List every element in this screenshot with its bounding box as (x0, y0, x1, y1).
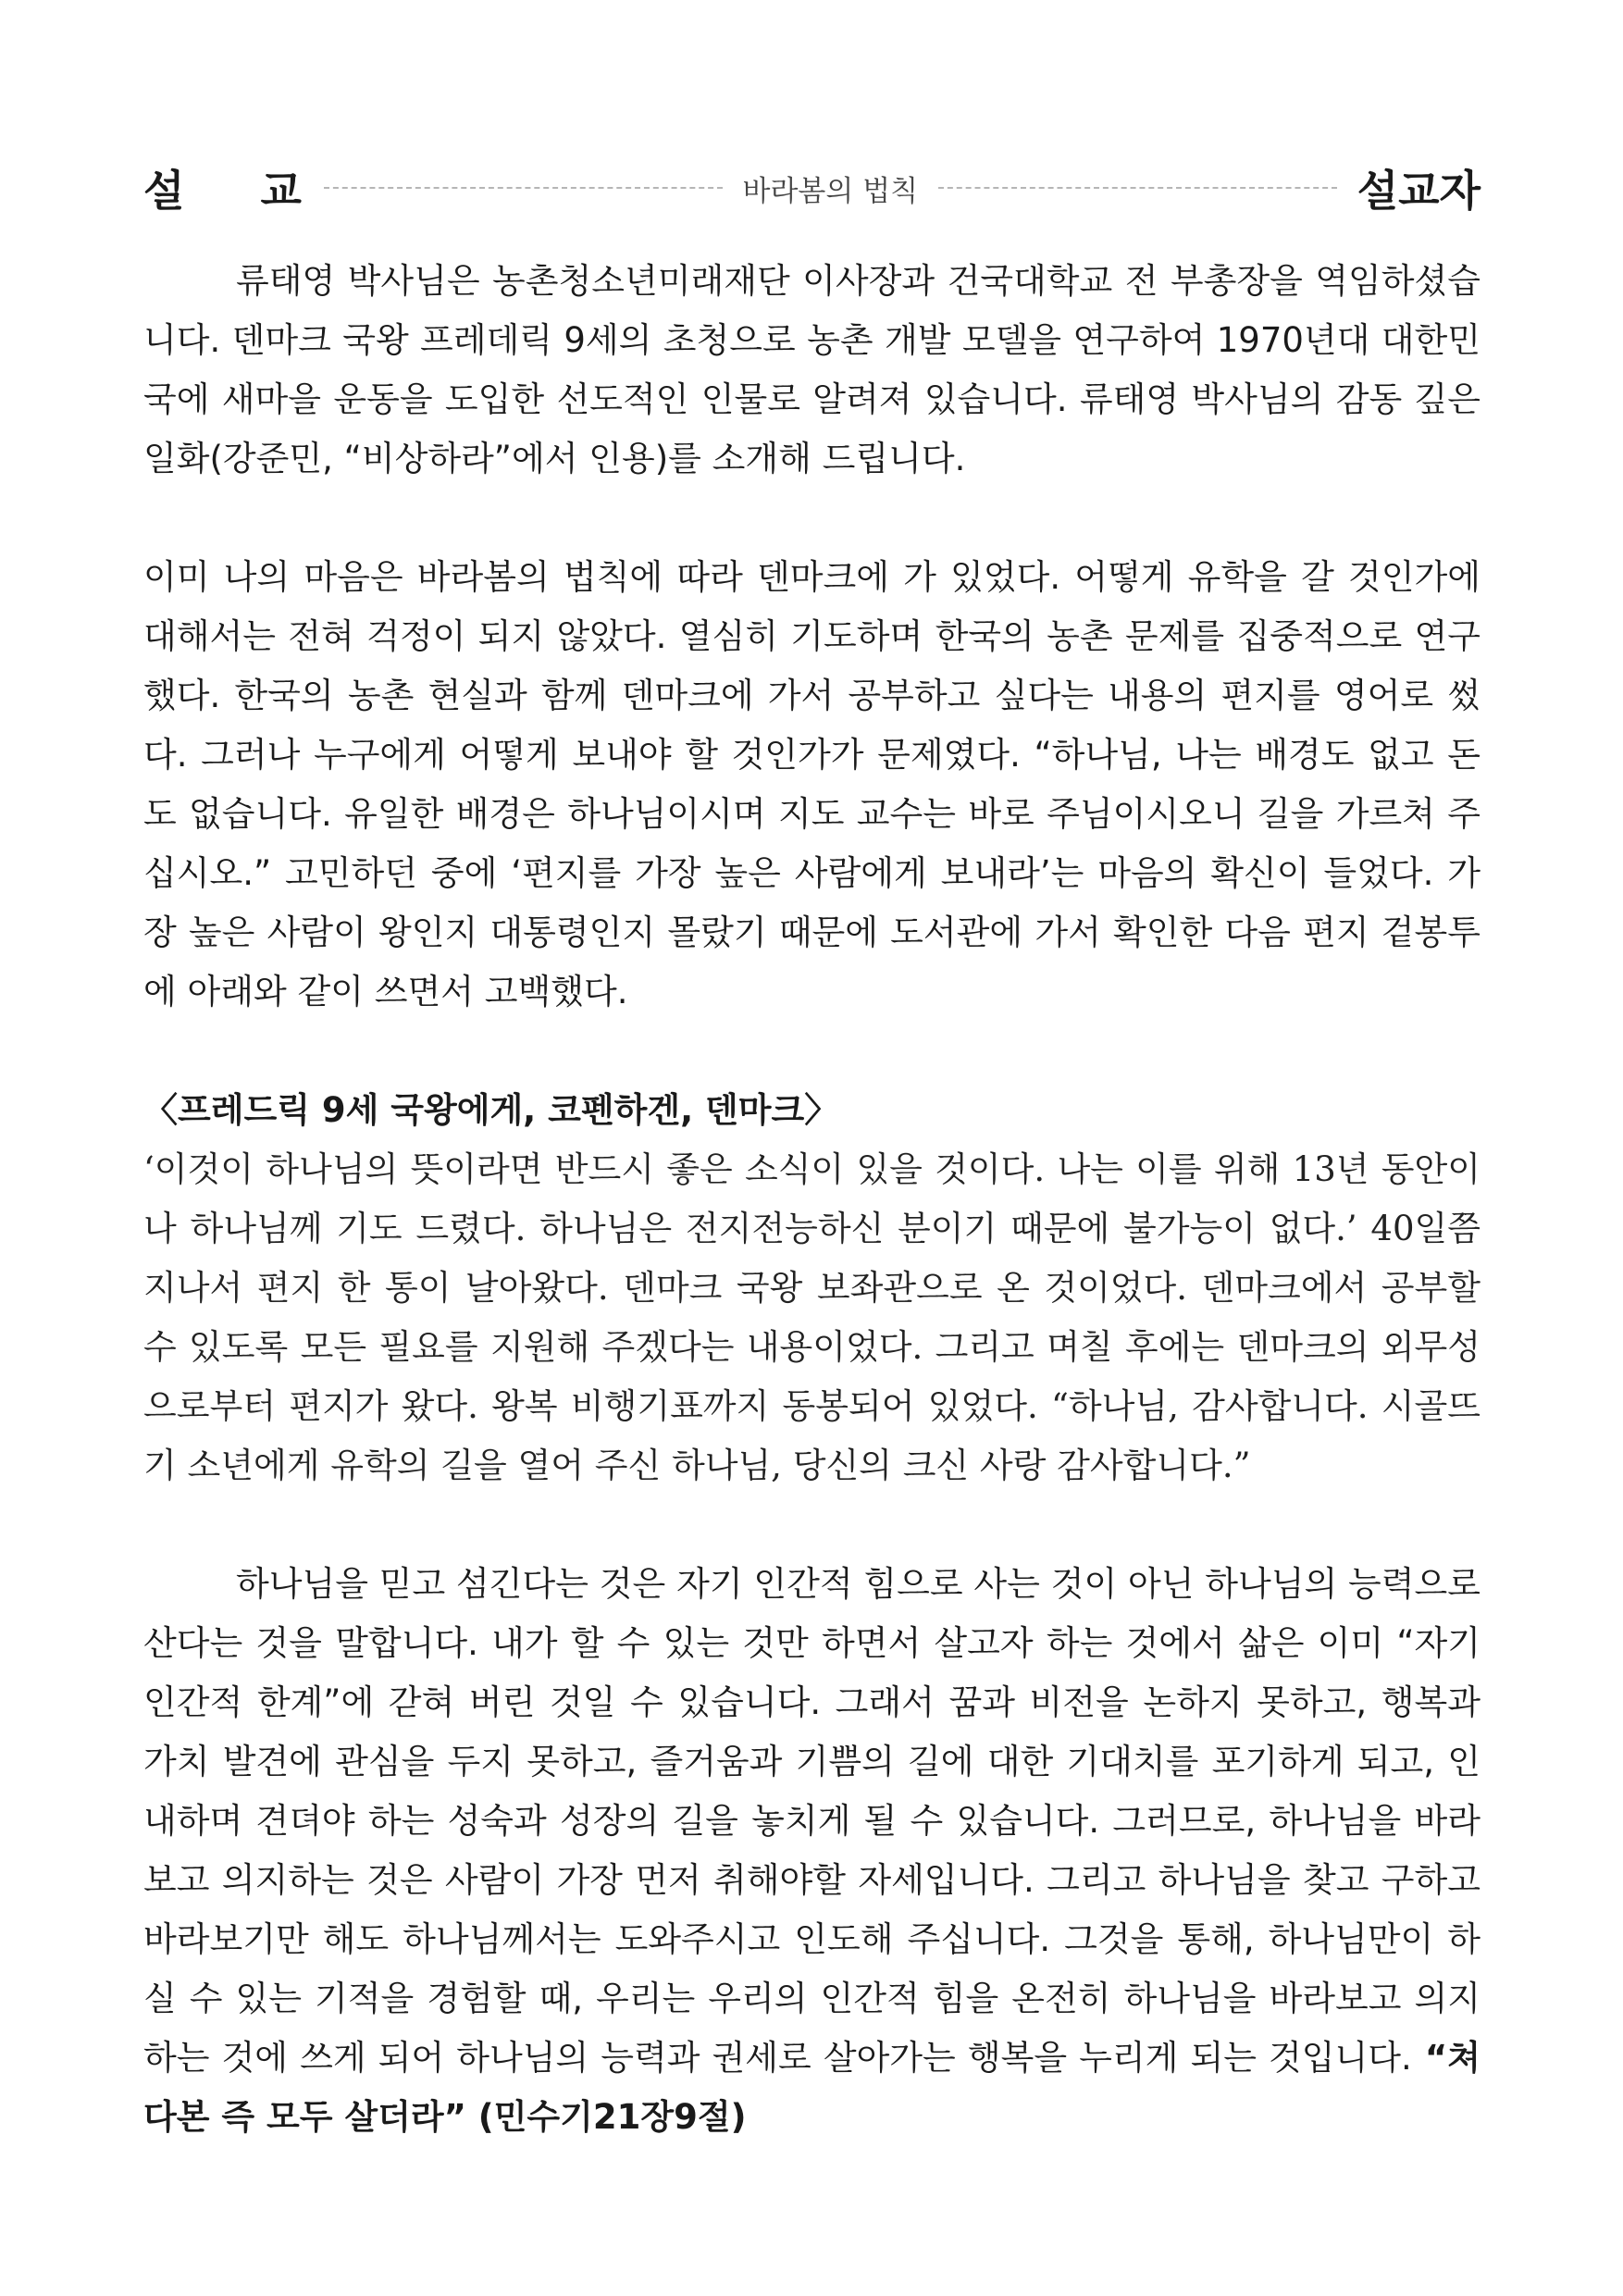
section-title: 설 교 (143, 166, 304, 216)
paragraph-gap (143, 489, 1481, 548)
sermon-paragraph (143, 1555, 1481, 2147)
letter-title: 〈프레드릭 9세 국왕에게, 코펜하겐, 덴마크〉 (143, 1090, 839, 1130)
paragraph-gap (143, 1022, 1481, 1081)
letter-paragraph: ‘이것이 하나님의 뜻이라면 반드시 좋은 소식이 있을 것이다. 나는 이를 위해 13년 동안이나 하나님께 기도 드렸다. 하나님은 전지전능하신 분이기 때문에 불가능이 없다.’ 40일쯤 지나서 편지 한 통이 날아왔다. 덴마크 국왕 보좌관으로 온 것이었다. 덴마크에서 공부할 수 있도록 모든 필요를 지원해 주겠다는 내용이었다. 그리고 며칠 후에는 덴마크의 외무성으로부터 편지가 왔다. 왕복 비행기표까지 동봉되어 있었다. “하나님, 감사합니다. 시골뜨기 소년에게 유학의 길을 열어 주신 하나님, 당신의 크신 사랑 감사합니다.” (143, 1149, 1481, 1485)
scripture-quote: “쳐다본 즉 모두 살더라” (민수기21장9절) (143, 2038, 1481, 2137)
intro-paragraph: 류태영 박사님은 농촌청소년미래재단 이사장과 건국대학교 전 부총장을 역임하셨습니다. 덴마크 국왕 프레데릭 9세의 초청으로 농촌 개발 모델을 연구하여 1970년대 대한민국에 새마을 운동을 도입한 선도적인 인물로 알려져 있습니다. 류태영 박사님의 감동 깊은 일화(강준민, “비상하라”에서 인용)를 소개해 드립니다. (143, 261, 1481, 478)
left-dashed-divider (324, 187, 723, 189)
sermon-title: 바라봄의 법칙 (742, 174, 919, 208)
paragraph-gap (143, 1496, 1481, 1555)
header (143, 155, 1481, 220)
story-paragraph: 이미 나의 마음은 바라봄의 법칙에 따라 덴마크에 가 있었다. 어떻게 유학을 갈 것인가에 대해서는 전혀 걱정이 되지 않았다. 열심히 기도하며 한국의 농촌 문제를 집중적으로 연구했다. 한국의 농촌 현실과 함께 덴마크에 가서 공부하고 싶다는 내용의 편지를 영어로 썼다. 그러나 누구에게 어떻게 보내야 할 것인가가 문제였다. “하나님, 나는 배경도 없고 돈도 없습니다. 유일한 배경은 하나님이시며 지도 교수는 바로 주님이시오니 길을 가르쳐 주십시오.” 고민하던 중에 ‘편지를 가장 높은 사람에게 보내라’는 마음의 확신이 들었다. 가장 높은 사람이 왕인지 대통령인지 몰랐기 때문에 도서관에 가서 확인한 다음 편지 겉봉투에 아래와 같이 쓰면서 고백했다. (143, 557, 1481, 1011)
right-dashed-divider (938, 187, 1337, 189)
preacher-label: 설교자 (1357, 166, 1481, 216)
sermon-body (143, 252, 1481, 2147)
sermon-text: 하나님을 믿고 섬긴다는 것은 자기 인간적 힘으로 사는 것이 아닌 하나님의 능력으로 산다는 것을 말합니다. 내가 할 수 있는 것만 하면서 살고자 하는 것에서 삶은 이미 “자기 인간적 한계”에 갇혀 버린 것일 수 있습니다. 그래서 꿈과 비전을 논하지 못하고, 행복과 가치 발견에 관심을 두지 못하고, 즐거움과 기쁨의 길에 대한 기대치를 포기하게 되고, 인내하며 견뎌야 하는 성숙과 성장의 길을 놓치게 될 수 있습니다. 그러므로, 하나님을 바라보고 의지하는 것은 사람이 가장 먼저 취해야할 자세입니다. 그리고 하나님을 찾고 구하고 바라보기만 해도 하나님께서는 도와주시고 인도해 주십니다. 그것을 통해, 하나님만이 하실 수 있는 기적을 경험할 때, 우리는 우리의 인간적 힘을 온전히 하나님을 바라보고 의지하는 것에 쓰게 되어 하나님의 능력과 권세로 살아가는 행복을 누리게 되는 것입니다. (143, 1564, 1481, 2078)
